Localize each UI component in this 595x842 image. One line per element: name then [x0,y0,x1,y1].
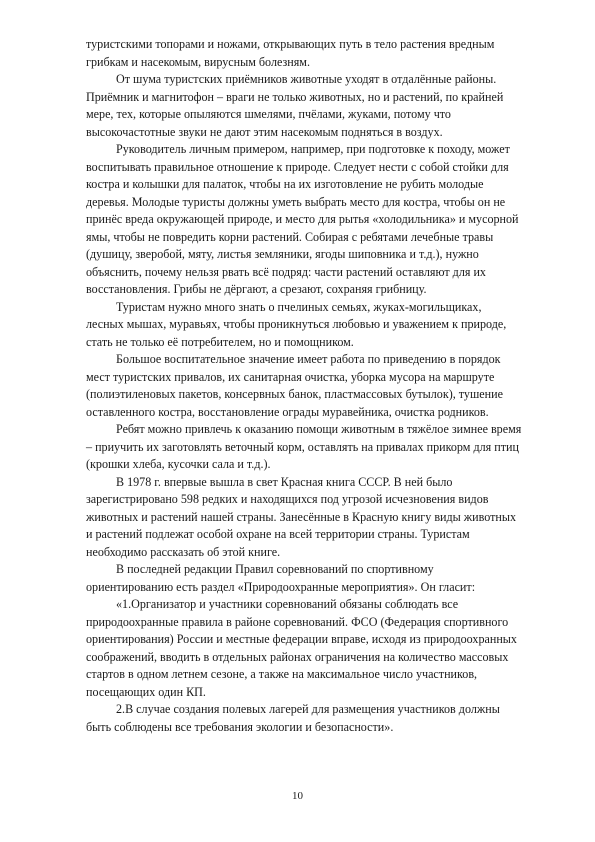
paragraph-7: В 1978 г. впервые вышла в свет Красная книга СССР. В ней было зарегистрировано 598 редких и находящихся под угрозой исчезновения видов животных и растений нашей страны. Занесённые в Красную книгу виды животных и растений подлежат особой охране на всей территории страны. Туристам необходимо рассказать об этой книге. [86,474,517,559]
paragraph-4: Туристам нужно много знать о пчелиных семьях, жуках-могильщиках, лесных мышах, муравьях, чтобы проникнуться любовью и уважением к природе, стать не только её потребителем, но и помощником. [86,299,507,349]
page-number: 10 [292,790,303,802]
paragraph-6: Ребят можно привлечь к оказанию помощи животным в тяжёлое зимнее время – приучить их заготовлять веточный корм, оставлять на привалах прикорм для птиц (крошки хлеба, кусочки сала и т.д.). [86,422,522,471]
paragraph-9: «1.Организатор и участники соревнований обязаны соблюдать все природоохранные правила в районе соревнований. ФСО (Федерация спортивного ориентирования) России и местные федерации вправе, исходя из природоохранных соображений, вводить в отдельных районах ограничения на количество массовых стартов в одном летнем сезоне, а также на максимальное число участников, посещающих один КП. [86,597,517,699]
paragraph-2: От шума туристских приёмников животные уходят в отдалённые районы. Приёмник и магнитофон – враги не только животных, но и растений, по крайней мере, тех, которые опыляются шмелями, пчёлами, жуками, потому что высокочастотные звуки не дают этим насекомым подняться в воздух. [86,72,504,139]
body-text [86,36,522,736]
paragraph-1: туристскими топорами и ножами, открывающих путь в тело растения вредным грибкам и насекомым, вирусным болезням. [86,37,495,69]
paragraph-8: В последней редакции Правил соревнований по спортивному ориентированию есть раздел «Природоохранные мероприятия». Он гласит: [86,562,476,594]
paragraph-3: Руководитель личным примером, например, при подготовке к походу, может воспитывать правильное отношение к природе. Следует нести с собой стойки для костра и колышки для палаток, чтобы на их изготовление не рубить молодые деревья. Молодые туристы должны уметь выбрать место для костра, чтобы он не принёс вреда окружающей природе, и место для рытья «холодильника» и мусорной ямы, чтобы не повредить корни растений. Собирая с ребятами лечебные травы (душицу, зверобой, мяту, листья земляники, ягоды шиповника и т.д.), нужно объяснить, почему нельзя рвать всё подряд: части растений оставляют для их восстановления. Грибы не дёргают, а срезают, сохраняя грибницу. [86,142,519,296]
paragraph-5: Большое воспитательное значение имеет работа по приведению в порядок мест туристских привалов, их санитарная очистка, уборка мусора на маршруте (полиэтиленовых пакетов, консервных банок, пластмассовых бутылок), тушение оставленного костра, восстановление ограды муравейника, очистка родников. [86,352,503,419]
paragraph-10: 2.В случае создания полевых лагерей для размещения участников должны быть соблюдены все требования экологии и безопасности». [86,702,500,734]
